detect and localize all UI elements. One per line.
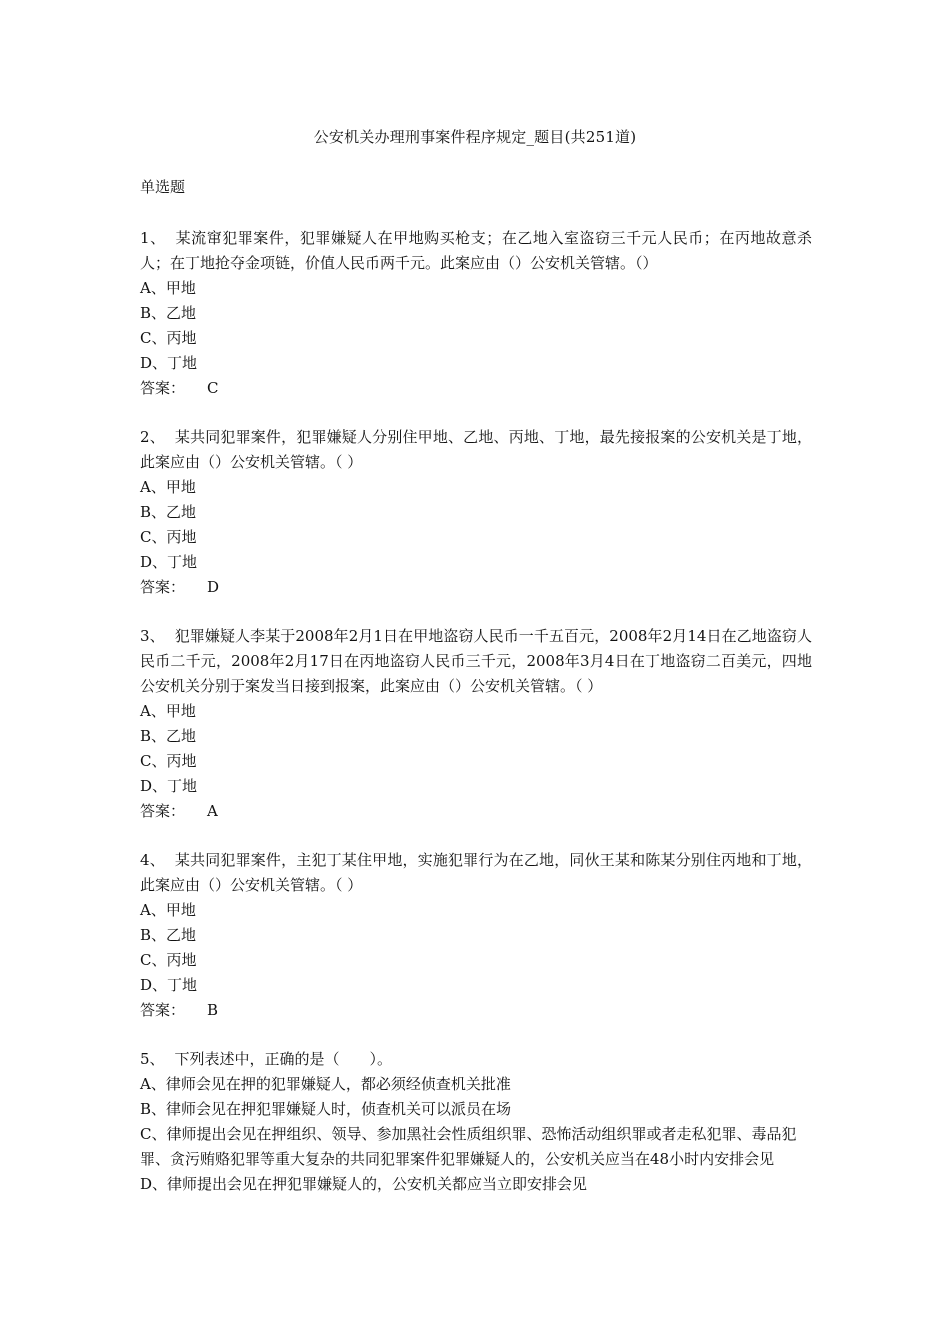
question-stem bbox=[140, 425, 812, 475]
question-number: 2、 bbox=[140, 428, 165, 446]
answer-label: 答案： bbox=[140, 379, 186, 397]
question-item bbox=[140, 425, 812, 600]
question-number: 4、 bbox=[140, 851, 165, 869]
option-b: B、乙地 bbox=[140, 304, 197, 322]
answer-label: 答案： bbox=[140, 578, 186, 596]
option-c: C、律师提出会见在押组织、领导、参加黑社会性质组织罪、恐怖活动组织罪或者走私犯罪、毒品犯罪、贪污贿赂犯罪等重大复杂的共同犯罪案件犯罪嫌疑人的，公安机关应当在48小时内安排会见 bbox=[140, 1125, 797, 1168]
answer-label: 答案： bbox=[140, 802, 186, 820]
question-list bbox=[140, 226, 812, 1221]
question-stem bbox=[140, 1047, 812, 1072]
document-title: 公安机关办理刑事案件程序规定_题目(共251道) bbox=[313, 128, 637, 146]
question-stem bbox=[140, 848, 812, 898]
answer-line bbox=[140, 799, 812, 824]
question-item bbox=[140, 848, 812, 1023]
option-a: A、甲地 bbox=[140, 702, 196, 720]
option-d: D、丁地 bbox=[140, 777, 198, 795]
question-text: 某共同犯罪案件，犯罪嫌疑人分别住甲地、乙地、丙地、丁地，最先接报案的公安机关是丁地，此案应由（）公安机关管辖。（ ） bbox=[140, 428, 812, 471]
answer-line bbox=[140, 575, 812, 600]
option-b: B、乙地 bbox=[140, 727, 197, 745]
question-text: 下列表述中，正确的是（ ）。 bbox=[174, 1050, 393, 1068]
option-c: C、丙地 bbox=[140, 528, 197, 546]
option-d: D、丁地 bbox=[140, 354, 198, 372]
section-heading: 单选题 bbox=[140, 178, 186, 196]
answer-line bbox=[140, 998, 812, 1023]
option-d: D、丁地 bbox=[140, 976, 198, 994]
question-text: 某共同犯罪案件，主犯丁某住甲地，实施犯罪行为在乙地，同伙王某和陈某分别住丙地和丁地，此案应由（）公安机关管辖。（ ） bbox=[140, 851, 812, 894]
question-stem bbox=[140, 226, 812, 276]
answer-value: D bbox=[207, 578, 220, 596]
option-d: D、丁地 bbox=[140, 553, 198, 571]
answer-label: 答案： bbox=[140, 1001, 186, 1019]
option-b: B、乙地 bbox=[140, 503, 197, 521]
option-b: B、乙地 bbox=[140, 926, 197, 944]
question-number: 1、 bbox=[140, 229, 166, 247]
answer-value: C bbox=[207, 379, 219, 397]
option-c: C、丙地 bbox=[140, 329, 197, 347]
option-a: A、律师会见在押的犯罪嫌疑人，都必须经侦查机关批准 bbox=[140, 1075, 511, 1093]
question-stem bbox=[140, 624, 812, 699]
question-number: 5、 bbox=[140, 1050, 165, 1068]
option-d: D、律师提出会见在押犯罪嫌疑人的，公安机关都应当立即安排会见 bbox=[140, 1175, 588, 1193]
question-text: 某流窜犯罪案件，犯罪嫌疑人在甲地购买枪支；在乙地入室盗窃三千元人民币；在丙地故意杀人；在丁地抢夺金项链，价值人民币两千元。此案应由（）公安机关管辖。（） bbox=[140, 229, 812, 272]
question-item bbox=[140, 1047, 812, 1197]
option-a: A、甲地 bbox=[140, 279, 196, 297]
question-text: 犯罪嫌疑人李某于2008年2月1日在甲地盗窃人民币一千五百元，2008年2月14日在乙地盗窃人民币二千元，2008年2月17日在丙地盗窃人民币三千元，2008年3月4日在丁地盗窃二百美元，四地公安机关分别于案发当日接到报案，此案应由（）公安机关管辖。（ ） bbox=[140, 627, 812, 695]
question-item bbox=[140, 624, 812, 824]
answer-value: A bbox=[207, 802, 218, 820]
option-a: A、甲地 bbox=[140, 478, 196, 496]
option-c: C、丙地 bbox=[140, 951, 197, 969]
answer-line bbox=[140, 376, 812, 401]
option-c: C、丙地 bbox=[140, 752, 197, 770]
answer-value: B bbox=[207, 1001, 219, 1019]
option-b: B、律师会见在押犯罪嫌疑人时，侦查机关可以派员在场 bbox=[140, 1100, 512, 1118]
question-number: 3、 bbox=[140, 627, 165, 645]
question-item bbox=[140, 226, 812, 401]
option-a: A、甲地 bbox=[140, 901, 196, 919]
